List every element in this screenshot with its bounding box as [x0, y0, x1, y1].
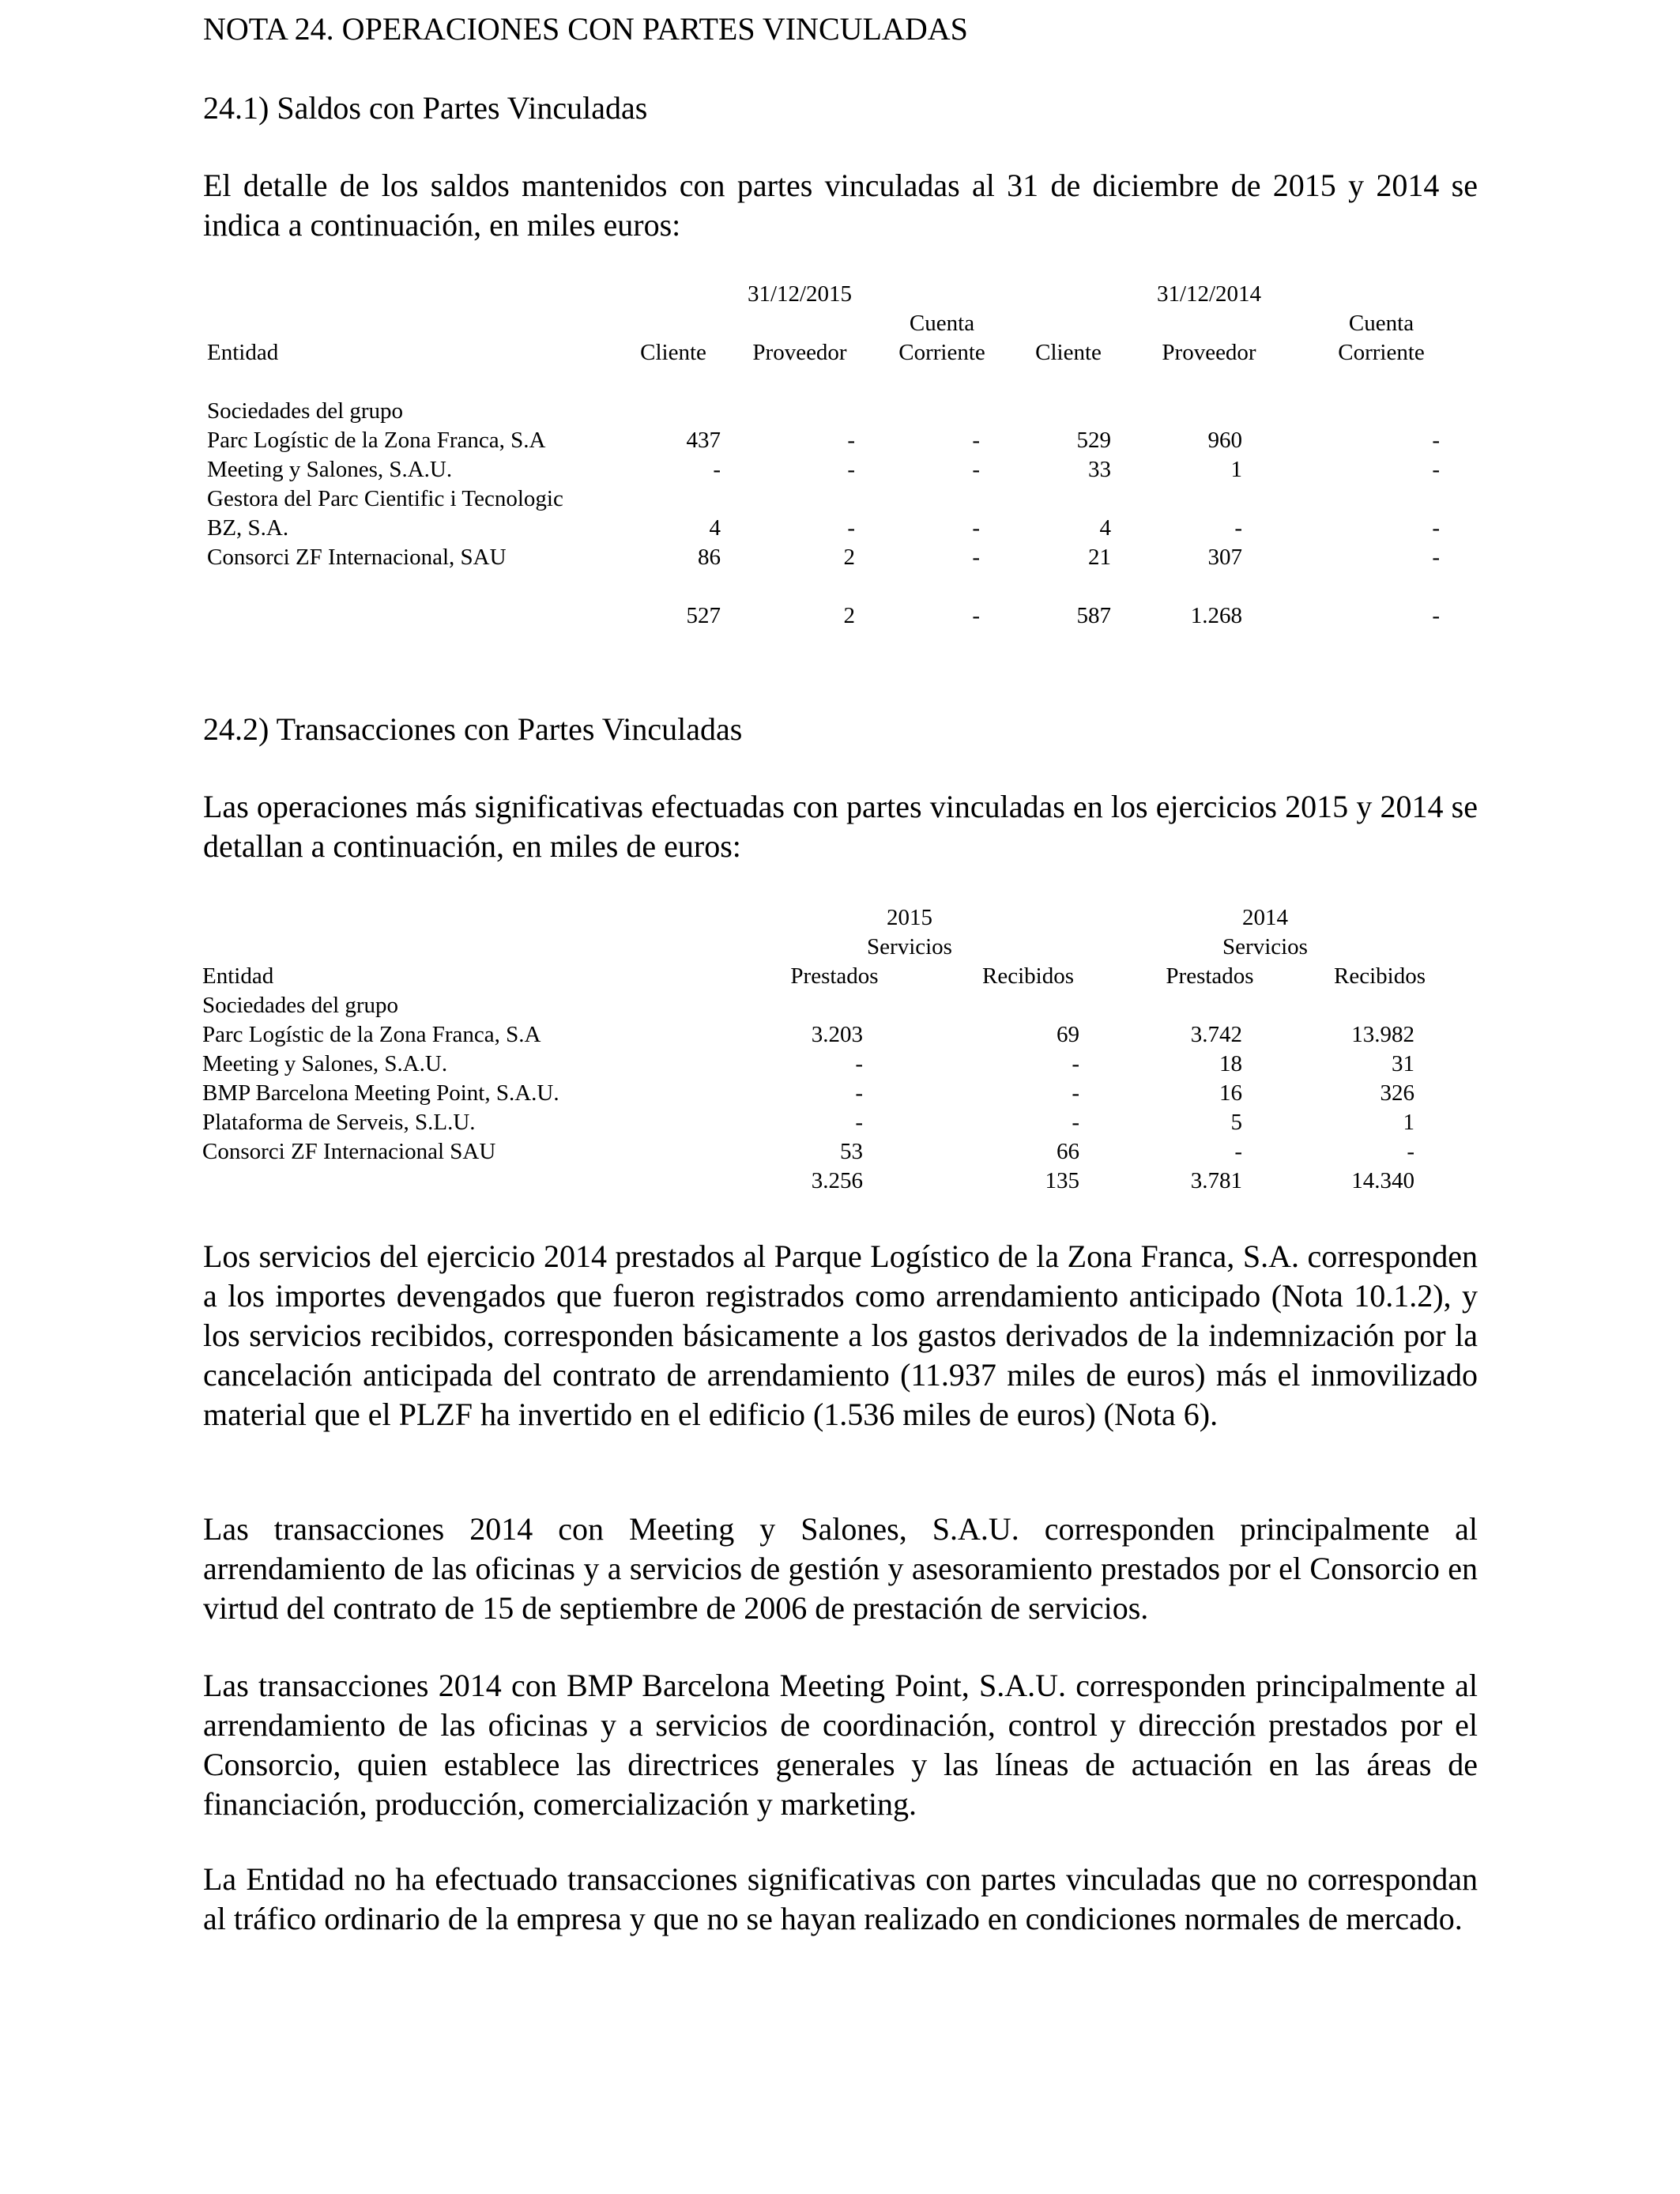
value-cell: -	[847, 515, 855, 541]
col-header: Corriente	[1338, 340, 1425, 365]
year-2015-header: 2015	[887, 905, 932, 930]
value-cell: 3.742	[1190, 1022, 1242, 1047]
value-cell: 3.203	[811, 1022, 863, 1047]
table-row	[202, 1108, 1467, 1137]
value-cell: 307	[1207, 545, 1242, 570]
entity-cell: Plataforma de Serveis, S.L.U.	[202, 1110, 476, 1135]
value-cell: -	[1072, 1051, 1079, 1076]
table-row	[207, 484, 1468, 514]
servicios-header: Servicios	[1222, 934, 1308, 959]
balances-table	[207, 280, 1468, 631]
value-cell: -	[847, 428, 855, 453]
group-label-row	[202, 991, 1467, 1020]
transactions-table	[202, 903, 1467, 1196]
value-cell: -	[1234, 1139, 1242, 1164]
col-header: Prestados	[790, 963, 879, 989]
col-header-entidad: Entidad	[202, 963, 274, 989]
paragraph: Las transacciones 2014 con Meeting y Salones, S.A.U. corresponden principalmente al arrendamiento de las oficinas y a servicios de gestión y asesoramiento prestados por el Consorcio en virtud del contrato de 15 de septiembre de 2006 de prestación de servicios.	[203, 1511, 1478, 1626]
total-cell: 3.781	[1190, 1168, 1242, 1193]
entity-cell: Consorci ZF Internacional, SAU	[207, 545, 507, 570]
group-label: Sociedades del grupo	[202, 993, 399, 1018]
cuenta-header: Cuenta	[1348, 311, 1414, 336]
value-cell: -	[972, 545, 980, 570]
value-cell: -	[847, 457, 855, 482]
total-cell: 2	[843, 603, 855, 628]
paragraph: Los servicios del ejercicio 2014 prestados al Parque Logístico de la Zona Franca, S.A. corresponden a los importes devengados que fueron registrados como arrendamiento anticipado (Nota 10.1.2), y los servicios recibidos, corresponden básicamente a los gastos derivados de la indemnización por la cancelación anticipada del contrato de arrendamiento (11.937 miles de euros) más el inmovilizado material que el PLZF ha invertido en el edificio (1.536 miles de euros) (Nota 6).	[203, 1238, 1478, 1432]
col-header: Recibidos	[1334, 963, 1426, 989]
table-header-row	[202, 962, 1467, 991]
entity-cell: BZ, S.A.	[207, 515, 289, 541]
value-cell: 529	[1076, 428, 1111, 453]
value-cell: -	[1432, 515, 1440, 541]
total-cell: -	[1432, 603, 1440, 628]
col-header: Cliente	[1035, 340, 1102, 365]
period-2014-header: 31/12/2014	[1156, 281, 1262, 307]
table-header-row	[202, 903, 1467, 933]
value-cell: 69	[1057, 1022, 1079, 1047]
entity-cell: Meeting y Salones, S.A.U.	[207, 457, 453, 482]
value-cell: 16	[1219, 1080, 1242, 1106]
value-cell: -	[855, 1110, 863, 1135]
table-row	[207, 426, 1468, 455]
totals-row	[202, 1167, 1467, 1196]
value-cell: -	[972, 457, 980, 482]
value-cell: -	[1234, 515, 1242, 541]
group-label-row	[207, 397, 1468, 426]
value-cell: 66	[1057, 1139, 1079, 1164]
entity-cell: Parc Logístic de la Zona Franca, S.A	[207, 428, 546, 453]
total-cell: 135	[1045, 1168, 1079, 1193]
value-cell: 86	[698, 545, 721, 570]
col-header: Proveedor	[752, 340, 847, 365]
total-cell: -	[972, 603, 980, 628]
table-row	[202, 1079, 1467, 1108]
total-cell: 3.256	[811, 1168, 863, 1193]
value-cell: -	[1407, 1139, 1414, 1164]
total-cell: 1.268	[1190, 603, 1242, 628]
value-cell: 31	[1392, 1051, 1414, 1076]
paragraph: Las transacciones 2014 con BMP Barcelona Meeting Point, S.A.U. corresponden principalmente al arrendamiento de las oficinas y a servicios de coordinación, control y dirección prestados por el Consorcio, quien establece las directrices generales y las líneas de actuación en las áreas de financiación, producción, comercialización y marketing.	[203, 1668, 1478, 1822]
value-cell: 437	[686, 428, 721, 453]
value-cell: -	[1432, 457, 1440, 482]
section-2-heading: 24.2) Transacciones con Partes Vinculadas	[203, 711, 743, 747]
value-cell: -	[1072, 1080, 1079, 1106]
section-2-intro: Las operaciones más significativas efectuadas con partes vinculadas en los ejercicios 2015 y 2014 se detallan a continuación, en miles de euros:	[203, 789, 1478, 864]
entity-cell: Meeting y Salones, S.A.U.	[202, 1051, 448, 1076]
section-1-intro: El detalle de los saldos mantenidos con partes vinculadas al 31 de diciembre de 2015 y 2014 se indica a continuación, en miles euros:	[203, 168, 1478, 243]
value-cell: 1	[1230, 457, 1242, 482]
entity-cell: Parc Logístic de la Zona Franca, S.A	[202, 1022, 541, 1047]
total-cell: 527	[686, 603, 721, 628]
table-header-row	[207, 280, 1468, 309]
value-cell: 13.982	[1351, 1022, 1414, 1047]
value-cell: 2	[843, 545, 855, 570]
col-header: Corriente	[898, 340, 985, 365]
entity-cell: Gestora del Parc Cientific i Tecnologic	[207, 486, 563, 511]
total-cell: 14.340	[1351, 1168, 1414, 1193]
value-cell: -	[855, 1051, 863, 1076]
col-header: Recibidos	[982, 963, 1074, 989]
col-header: Prestados	[1166, 963, 1254, 989]
value-cell: -	[1432, 545, 1440, 570]
totals-row	[207, 601, 1468, 631]
value-cell: -	[972, 428, 980, 453]
value-cell: 326	[1380, 1080, 1414, 1106]
col-header-entidad: Entidad	[207, 340, 279, 365]
cuenta-header: Cuenta	[909, 311, 975, 336]
value-cell: 5	[1230, 1110, 1242, 1135]
group-label: Sociedades del grupo	[207, 398, 404, 424]
page-title: NOTA 24. OPERACIONES CON PARTES VINCULADAS	[203, 11, 968, 47]
table-row	[202, 1137, 1467, 1167]
entity-cell: Consorci ZF Internacional SAU	[202, 1139, 496, 1164]
year-2014-header: 2014	[1242, 905, 1288, 930]
value-cell: -	[855, 1080, 863, 1106]
value-cell: 33	[1088, 457, 1111, 482]
value-cell: 960	[1207, 428, 1242, 453]
entity-cell: BMP Barcelona Meeting Point, S.A.U.	[202, 1080, 559, 1106]
section-1-heading: 24.1) Saldos con Partes Vinculadas	[203, 90, 648, 126]
value-cell: 1	[1403, 1110, 1414, 1135]
servicios-header: Servicios	[867, 934, 952, 959]
col-header: Cliente	[640, 340, 706, 365]
value-cell: 53	[840, 1139, 863, 1164]
table-header-row	[207, 338, 1468, 368]
value-cell: -	[713, 457, 721, 482]
value-cell: -	[1432, 428, 1440, 453]
col-header: Proveedor	[1162, 340, 1256, 365]
table-row	[202, 1020, 1467, 1050]
table-row	[207, 514, 1468, 543]
value-cell: 4	[709, 515, 721, 541]
table-row	[202, 1050, 1467, 1079]
table-header-row	[207, 309, 1468, 338]
table-row	[207, 543, 1468, 572]
period-2015-header: 31/12/2015	[747, 281, 853, 307]
value-cell: 21	[1088, 545, 1111, 570]
paragraph: La Entidad no ha efectuado transacciones significativas con partes vinculadas que no correspondan al tráfico ordinario de la empresa y que no se hayan realizado en condiciones normales de mercado.	[203, 1861, 1478, 1936]
value-cell: 18	[1219, 1051, 1242, 1076]
value-cell: -	[972, 515, 980, 541]
total-cell: 587	[1076, 603, 1111, 628]
value-cell: 4	[1099, 515, 1111, 541]
table-header-row	[202, 933, 1467, 962]
table-row	[207, 455, 1468, 484]
value-cell: -	[1072, 1110, 1079, 1135]
